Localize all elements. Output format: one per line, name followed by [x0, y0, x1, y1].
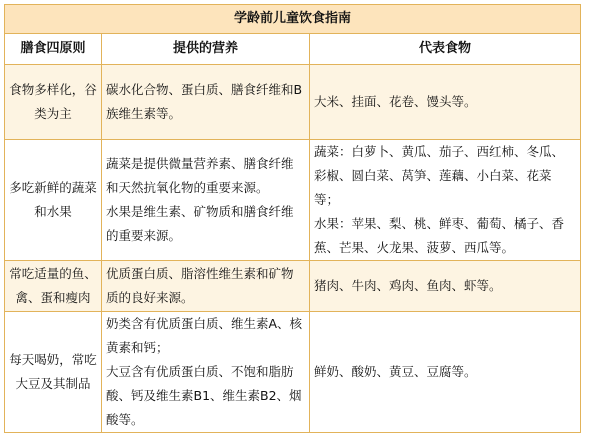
- nutrient-text: 奶类含有优质蛋白质、维生素A、核黄素和钙；: [106, 316, 303, 355]
- food-text: 鲜奶、酸奶、黄豆、豆腐等。: [314, 364, 477, 379]
- nutrient-text: 大豆含有优质蛋白质、不饱和脂肪酸、钙及维生素B1、维生素B2、烟酸等。: [106, 364, 302, 427]
- food-text: 蔬菜：白萝卜、黄瓜、茄子、西红柿、冬瓜、彩椒、圆白菜、莴笋、莲藕、小白菜、花菜等；: [314, 144, 565, 207]
- nutrient-text: 优质蛋白质、脂溶性维生素和矿物质的良好来源。: [106, 266, 294, 305]
- food-text: 大米、挂面、花卷、馒头等。: [314, 94, 477, 109]
- principle-cell: 每天喝奶，常吃大豆及其制品: [5, 312, 102, 433]
- nutrient-cell: [102, 65, 310, 140]
- principle-cell: 常吃适量的鱼、禽、蛋和瘦肉: [5, 261, 102, 312]
- nutrient-cell: [102, 140, 310, 261]
- food-text: 猪肉、牛肉、鸡肉、鱼肉、虾等。: [314, 278, 502, 293]
- column-header-principle: 膳食四原则: [5, 34, 102, 65]
- food-cell: [310, 65, 581, 140]
- table-row: [5, 312, 581, 433]
- nutrient-text: 碳水化合物、蛋白质、膳食纤维和B族维生素等。: [106, 82, 303, 121]
- nutrient-text: 蔬菜是提供微量营养素、膳食纤维和天然抗氧化物的重要来源。: [106, 156, 294, 195]
- food-text: 水果：苹果、梨、桃、鲜枣、葡萄、橘子、香蕉、芒果、火龙果、菠萝、西瓜等。: [314, 216, 565, 255]
- table-title: 学龄前儿童饮食指南: [5, 5, 581, 34]
- table-row: [5, 65, 581, 140]
- column-header-food: 代表食物: [310, 34, 581, 65]
- nutrient-cell: [102, 261, 310, 312]
- diet-guide-table: [4, 4, 581, 433]
- nutrient-text: 水果是维生素、矿物质和膳食纤维的重要来源。: [106, 204, 294, 243]
- food-cell: [310, 261, 581, 312]
- nutrient-cell: [102, 312, 310, 433]
- principle-cell: 多吃新鲜的蔬菜和水果: [5, 140, 102, 261]
- table-row: [5, 261, 581, 312]
- food-cell: [310, 140, 581, 261]
- table-title-row: [5, 5, 581, 34]
- table-row: [5, 140, 581, 261]
- table-header-row: [5, 34, 581, 65]
- column-header-nutrient: 提供的营养: [102, 34, 310, 65]
- principle-cell: 食物多样化，谷类为主: [5, 65, 102, 140]
- food-cell: [310, 312, 581, 433]
